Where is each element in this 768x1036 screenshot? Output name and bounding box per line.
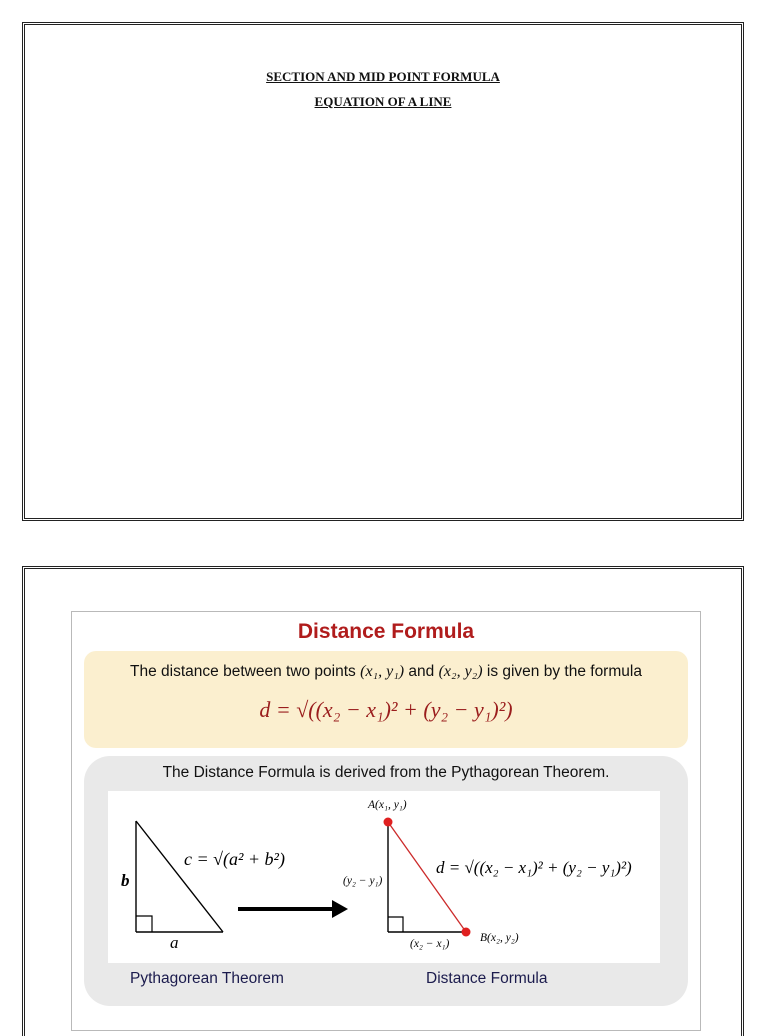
main-distance-formula: d = √((x₂ − x₁)² + (y₂ − y₁)²) [259, 697, 513, 722]
slide-title-line-2: EQUATION OF A LINE [314, 94, 452, 109]
right-angle-marker-2 [388, 917, 403, 932]
intro-text-after: is given by the formula [482, 663, 642, 680]
distance-triangle [384, 818, 471, 937]
point-a-label: A(x₁, y₁) [368, 799, 407, 811]
side-b-label: b [121, 871, 130, 890]
point-2-notation: (x₂, y₂) [438, 663, 483, 680]
point-b-label: B(x₂, y₂) [480, 932, 519, 944]
distance-formula-figure [71, 611, 701, 1031]
horizontal-difference-label: (x₂ − x₁) [410, 938, 450, 950]
point-b-dot [462, 928, 471, 937]
caption-pythagorean: Pythagorean Theorem [130, 970, 284, 987]
slide-2-frame [22, 566, 744, 1036]
diagram-distance-formula: d = √((x₂ − x₁)² + (y₂ − y₁)²) [436, 858, 632, 877]
derivation-sentence: The Distance Formula is derived from the Pythagorean Theorem. [162, 764, 610, 781]
intro-sentence [84, 663, 688, 681]
side-a-label: a [170, 933, 179, 952]
formula-highlight-box [84, 651, 688, 748]
pythagorean-formula: c = √(a² + b²) [184, 849, 285, 869]
triangle-hypotenuse [136, 821, 223, 932]
slide-title-line-1: SECTION AND MID POINT FORMULA [266, 69, 500, 84]
intro-text-before: The distance between two points [130, 663, 361, 680]
vertical-difference-label: (y₂ − y₁) [343, 875, 383, 887]
intro-text-and: and [404, 663, 439, 680]
derivation-panel [84, 756, 688, 1006]
point-a-dot [384, 818, 393, 827]
arrow-icon [238, 900, 348, 918]
right-angle-marker [136, 916, 152, 932]
figure-heading: Distance Formula [297, 620, 475, 643]
point-1-notation: (x₁, y₁) [360, 663, 405, 680]
caption-distance: Distance Formula [426, 970, 548, 987]
pythagorean-triangle [136, 821, 223, 932]
slide-1-frame [22, 22, 744, 521]
diagram-area [108, 791, 660, 963]
distance-segment [388, 822, 466, 932]
diagram-svg [108, 791, 660, 963]
